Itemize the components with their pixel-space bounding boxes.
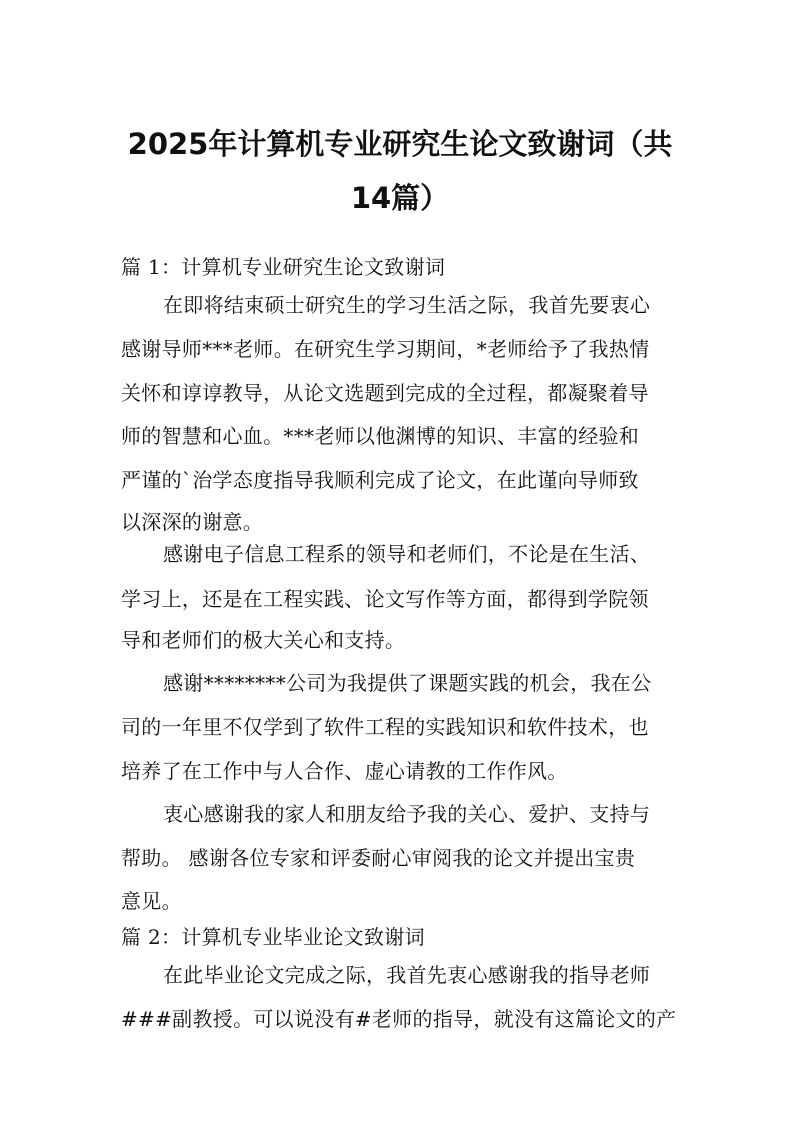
section-heading-2: 篇 2：计算机专业毕业论文致谢词 xyxy=(121,925,425,949)
document-title-line-2: 14篇） xyxy=(350,181,450,215)
paragraph-line: 感谢********公司为我提供了课题实践的机会，我在公 xyxy=(163,671,652,695)
paragraph-line: 意见。 xyxy=(121,889,182,913)
paragraph-line: 关怀和谆谆教导，从论文选题到完成的全过程，都凝聚着导 xyxy=(121,381,649,405)
paragraph-line: ###副教授。可以说没有#老师的指导，就没有这篇论文的产 xyxy=(121,1007,677,1031)
paragraph-line: 师的智慧和心血。***老师以他渊博的知识、丰富的经验和 xyxy=(121,424,640,448)
paragraph-line: 严谨的`治学态度指导我顺利完成了论文，在此谨向导师致 xyxy=(121,468,639,492)
document-title-line-1: 2025年计算机专业研究生论文致谢词（共 xyxy=(127,127,673,161)
paragraph-line: 帮助。 感谢各位专家和评委耐心审阅我的论文并提出宝贵 xyxy=(121,846,636,870)
paragraph-line: 培养了在工作中与人合作、虚心请教的工作作风。 xyxy=(121,759,568,783)
paragraph-line: 在此毕业论文完成之际，我首先衷心感谢我的指导老师 xyxy=(163,963,651,987)
section-heading-1: 篇 1：计算机专业研究生论文致谢词 xyxy=(121,255,446,279)
paragraph-line: 导和老师们的极大关心和支持。 xyxy=(121,628,406,652)
paragraph-line: 衷心感谢我的家人和朋友给予我的关心、爱护、支持与 xyxy=(163,802,651,826)
paragraph-line: 感谢导师***老师。在研究生学习期间，*老师给予了我热情 xyxy=(121,337,650,361)
paragraph-line: 以深深的谢意。 xyxy=(121,510,264,534)
paragraph-line: 在即将结束硕士研究生的学习生活之际，我首先要衷心 xyxy=(163,293,651,317)
paragraph-line: 学习上，还是在工程实践、论文写作等方面，都得到学院领 xyxy=(121,587,649,611)
paragraph-line: 感谢电子信息工程系的领导和老师们，不论是在生活、 xyxy=(163,542,651,566)
paragraph-line: 司的一年里不仅学到了软件工程的实践知识和软件技术，也 xyxy=(121,715,649,739)
